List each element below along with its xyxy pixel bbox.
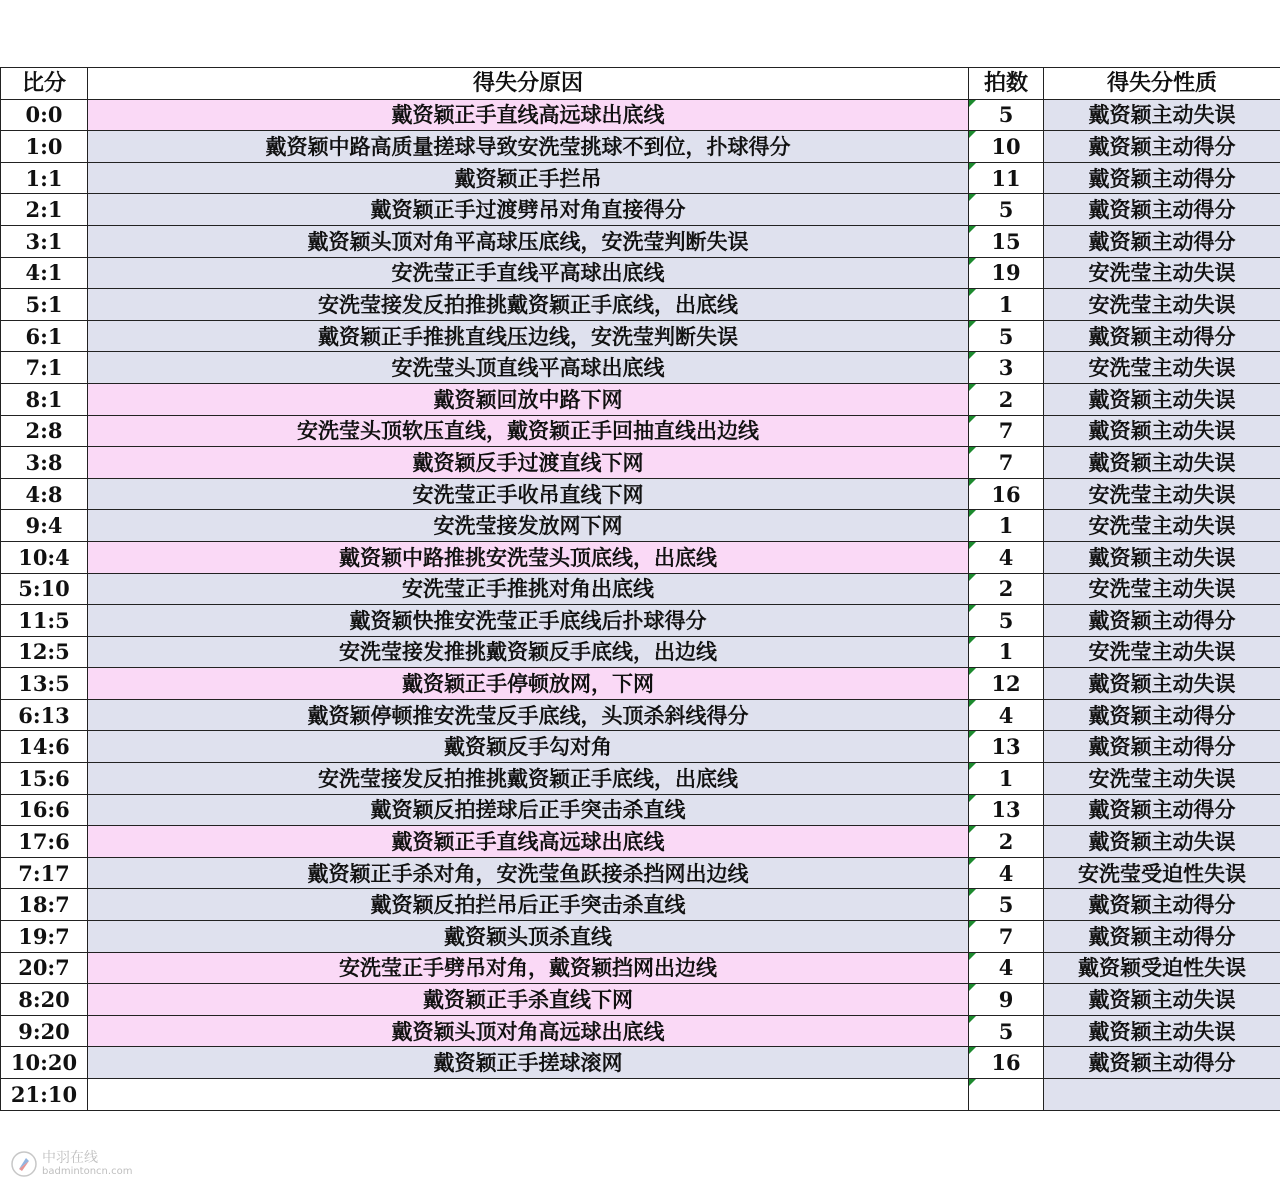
shots-cell: 2 xyxy=(969,383,1044,415)
shots-cell: 1 xyxy=(969,510,1044,542)
reason-cell: 戴资颖正手杀对角，安洗莹鱼跃接杀挡网出边线 xyxy=(88,857,969,889)
nature-cell: 安洗莹受迫性失误 xyxy=(1044,857,1280,889)
table-row xyxy=(1,1079,1280,1111)
nature-cell: 戴资颖主动失误 xyxy=(1044,668,1280,700)
nature-cell: 戴资颖主动得分 xyxy=(1044,731,1280,763)
reason-cell: 戴资颖反手勾对角 xyxy=(88,731,969,763)
reason-cell: 戴资颖正手直线高远球出底线 xyxy=(88,826,969,858)
shots-cell: 5 xyxy=(969,194,1044,226)
score-cell: 6:13 xyxy=(1,699,88,731)
table-row xyxy=(1,541,1280,573)
shots-cell: 13 xyxy=(969,731,1044,763)
reason-cell: 安洗莹头顶软压直线，戴资颖正手回抽直线出边线 xyxy=(88,415,969,447)
nature-cell: 戴资颖主动得分 xyxy=(1044,320,1280,352)
score-cell: 2:8 xyxy=(1,415,88,447)
nature-cell: 戴资颖主动失误 xyxy=(1044,541,1280,573)
reason-cell: 戴资颖中路推挑安洗莹头顶底线，出底线 xyxy=(88,541,969,573)
table-row xyxy=(1,162,1280,194)
reason-cell: 安洗莹接发推挑戴资颖反手底线，出边线 xyxy=(88,636,969,668)
table-row xyxy=(1,636,1280,668)
table-row xyxy=(1,352,1280,384)
reason-cell: 戴资颖正手停顿放网，下网 xyxy=(88,668,969,700)
reason-cell: 戴资颖正手杀直线下网 xyxy=(88,984,969,1016)
score-cell: 16:6 xyxy=(1,794,88,826)
header-row xyxy=(1,68,1280,100)
nature-cell: 戴资颖受迫性失误 xyxy=(1044,952,1280,984)
nature-cell: 安洗莹主动失误 xyxy=(1044,352,1280,384)
score-cell: 0:0 xyxy=(1,99,88,131)
shots-cell: 4 xyxy=(969,541,1044,573)
nature-cell: 戴资颖主动得分 xyxy=(1044,889,1280,921)
shots-cell xyxy=(969,1079,1044,1111)
score-cell: 9:4 xyxy=(1,510,88,542)
table-row xyxy=(1,731,1280,763)
score-cell: 21:10 xyxy=(1,1079,88,1111)
table-row xyxy=(1,984,1280,1016)
table-row xyxy=(1,1047,1280,1079)
score-cell: 8:20 xyxy=(1,984,88,1016)
score-cell: 7:17 xyxy=(1,857,88,889)
score-cell: 5:10 xyxy=(1,573,88,605)
table-row xyxy=(1,478,1280,510)
header-shots: 拍数 xyxy=(969,68,1044,100)
shots-cell: 2 xyxy=(969,573,1044,605)
watermark-url: badmintoncn.com xyxy=(42,1166,133,1177)
shots-cell: 5 xyxy=(969,889,1044,921)
score-cell: 2:1 xyxy=(1,194,88,226)
table-row xyxy=(1,131,1280,163)
nature-cell: 戴资颖主动得分 xyxy=(1044,131,1280,163)
score-cell: 14:6 xyxy=(1,731,88,763)
reason-cell: 戴资颖反拍拦吊后正手突击杀直线 xyxy=(88,889,969,921)
score-cell: 5:1 xyxy=(1,289,88,321)
shots-cell: 13 xyxy=(969,794,1044,826)
nature-cell: 戴资颖主动失误 xyxy=(1044,984,1280,1016)
nature-cell xyxy=(1044,1079,1280,1111)
shots-cell: 4 xyxy=(969,857,1044,889)
shots-cell: 11 xyxy=(969,162,1044,194)
nature-cell: 戴资颖主动得分 xyxy=(1044,162,1280,194)
table-row xyxy=(1,668,1280,700)
reason-cell: 戴资颖反拍搓球后正手突击杀直线 xyxy=(88,794,969,826)
reason-cell: 戴资颖中路高质量搓球导致安洗莹挑球不到位，扑球得分 xyxy=(88,131,969,163)
table-row xyxy=(1,794,1280,826)
table-body xyxy=(1,99,1280,1110)
shots-cell: 1 xyxy=(969,289,1044,321)
nature-cell: 戴资颖主动失误 xyxy=(1044,447,1280,479)
shots-cell: 9 xyxy=(969,984,1044,1016)
reason-cell: 安洗莹接发反拍推挑戴资颖正手底线，出底线 xyxy=(88,763,969,795)
nature-cell: 安洗莹主动失误 xyxy=(1044,257,1280,289)
score-cell: 9:20 xyxy=(1,1015,88,1047)
reason-cell: 戴资颖反手过渡直线下网 xyxy=(88,447,969,479)
reason-cell: 安洗莹正手推挑对角出底线 xyxy=(88,573,969,605)
reason-cell: 戴资颖正手搓球滚网 xyxy=(88,1047,969,1079)
shots-cell: 7 xyxy=(969,415,1044,447)
score-cell: 15:6 xyxy=(1,763,88,795)
table-row xyxy=(1,605,1280,637)
shots-cell: 4 xyxy=(969,699,1044,731)
table-row xyxy=(1,510,1280,542)
nature-cell: 戴资颖主动得分 xyxy=(1044,225,1280,257)
table-row xyxy=(1,447,1280,479)
nature-cell: 戴资颖主动失误 xyxy=(1044,1015,1280,1047)
nature-cell: 安洗莹主动失误 xyxy=(1044,289,1280,321)
reason-cell: 安洗莹正手劈吊对角，戴资颖挡网出边线 xyxy=(88,952,969,984)
reason-cell: 戴资颖正手直线高远球出底线 xyxy=(88,99,969,131)
score-cell: 19:7 xyxy=(1,921,88,953)
shots-cell: 19 xyxy=(969,257,1044,289)
nature-cell: 安洗莹主动失误 xyxy=(1044,763,1280,795)
header-reason: 得失分原因 xyxy=(88,68,969,100)
table-row xyxy=(1,857,1280,889)
nature-cell: 戴资颖主动失误 xyxy=(1044,383,1280,415)
reason-cell: 戴资颖快推安洗莹正手底线后扑球得分 xyxy=(88,605,969,637)
reason-cell: 戴资颖头顶杀直线 xyxy=(88,921,969,953)
header-score: 比分 xyxy=(1,68,88,100)
score-cell: 11:5 xyxy=(1,605,88,637)
nature-cell: 戴资颖主动得分 xyxy=(1044,794,1280,826)
shots-cell: 4 xyxy=(969,952,1044,984)
score-cell: 4:1 xyxy=(1,257,88,289)
nature-cell: 戴资颖主动失误 xyxy=(1044,99,1280,131)
nature-cell: 戴资颖主动得分 xyxy=(1044,194,1280,226)
score-cell: 7:1 xyxy=(1,352,88,384)
header-nature: 得失分性质 xyxy=(1044,68,1280,100)
table-row xyxy=(1,763,1280,795)
reason-cell: 安洗莹头顶直线平高球出底线 xyxy=(88,352,969,384)
nature-cell: 戴资颖主动得分 xyxy=(1044,921,1280,953)
nature-cell: 安洗莹主动失误 xyxy=(1044,636,1280,668)
shots-cell: 5 xyxy=(969,605,1044,637)
shots-cell: 16 xyxy=(969,478,1044,510)
shots-cell: 7 xyxy=(969,921,1044,953)
watermark-cn: 中羽在线 xyxy=(42,1150,98,1166)
nature-cell: 戴资颖主动得分 xyxy=(1044,1047,1280,1079)
score-cell: 17:6 xyxy=(1,826,88,858)
reason-cell: 安洗莹正手直线平高球出底线 xyxy=(88,257,969,289)
shots-cell: 3 xyxy=(969,352,1044,384)
table-row xyxy=(1,194,1280,226)
score-cell: 3:1 xyxy=(1,225,88,257)
score-cell: 18:7 xyxy=(1,889,88,921)
reason-cell: 安洗莹接发反拍推挑戴资颖正手底线，出底线 xyxy=(88,289,969,321)
table-row xyxy=(1,699,1280,731)
table-row xyxy=(1,573,1280,605)
shots-cell: 5 xyxy=(969,320,1044,352)
score-cell: 1:0 xyxy=(1,131,88,163)
table-row xyxy=(1,826,1280,858)
reason-cell: 戴资颖头顶对角平高球压底线，安洗莹判断失误 xyxy=(88,225,969,257)
shots-cell: 1 xyxy=(969,763,1044,795)
table-row xyxy=(1,99,1280,131)
reason-cell: 戴资颖回放中路下网 xyxy=(88,383,969,415)
table-row xyxy=(1,1015,1280,1047)
reason-cell: 戴资颖正手过渡劈吊对角直接得分 xyxy=(88,194,969,226)
nature-cell: 安洗莹主动失误 xyxy=(1044,510,1280,542)
shots-cell: 7 xyxy=(969,447,1044,479)
table-row xyxy=(1,383,1280,415)
shuttlecock-logo-icon xyxy=(10,1150,38,1178)
shots-cell: 12 xyxy=(969,668,1044,700)
nature-cell: 戴资颖主动失误 xyxy=(1044,415,1280,447)
table-row xyxy=(1,257,1280,289)
table-row xyxy=(1,289,1280,321)
score-cell: 8:1 xyxy=(1,383,88,415)
shots-cell: 2 xyxy=(969,826,1044,858)
shots-cell: 15 xyxy=(969,225,1044,257)
watermark xyxy=(10,1150,132,1178)
table-row xyxy=(1,952,1280,984)
nature-cell: 安洗莹主动失误 xyxy=(1044,573,1280,605)
table-row xyxy=(1,320,1280,352)
shots-cell: 5 xyxy=(969,1015,1044,1047)
reason-cell xyxy=(88,1079,969,1111)
reason-cell: 戴资颖正手拦吊 xyxy=(88,162,969,194)
reason-cell: 戴资颖停顿推安洗莹反手底线，头顶杀斜线得分 xyxy=(88,699,969,731)
score-cell: 1:1 xyxy=(1,162,88,194)
nature-cell: 戴资颖主动失误 xyxy=(1044,826,1280,858)
reason-cell: 安洗莹接发放网下网 xyxy=(88,510,969,542)
nature-cell: 戴资颖主动得分 xyxy=(1044,699,1280,731)
shots-cell: 10 xyxy=(969,131,1044,163)
nature-cell: 戴资颖主动得分 xyxy=(1044,605,1280,637)
score-cell: 10:4 xyxy=(1,541,88,573)
shots-cell: 5 xyxy=(969,99,1044,131)
table-row xyxy=(1,225,1280,257)
score-cell: 3:8 xyxy=(1,447,88,479)
reason-cell: 安洗莹正手收吊直线下网 xyxy=(88,478,969,510)
nature-cell: 安洗莹主动失误 xyxy=(1044,478,1280,510)
score-cell: 10:20 xyxy=(1,1047,88,1079)
score-cell: 12:5 xyxy=(1,636,88,668)
table-row xyxy=(1,415,1280,447)
table-row xyxy=(1,889,1280,921)
score-cell: 13:5 xyxy=(1,668,88,700)
shots-cell: 1 xyxy=(969,636,1044,668)
reason-cell: 戴资颖正手推挑直线压边线，安洗莹判断失误 xyxy=(88,320,969,352)
score-cell: 20:7 xyxy=(1,952,88,984)
table-row xyxy=(1,921,1280,953)
reason-cell: 戴资颖头顶对角高远球出底线 xyxy=(88,1015,969,1047)
score-cell: 6:1 xyxy=(1,320,88,352)
shots-cell: 16 xyxy=(969,1047,1044,1079)
rally-table xyxy=(0,67,1280,1111)
score-cell: 4:8 xyxy=(1,478,88,510)
